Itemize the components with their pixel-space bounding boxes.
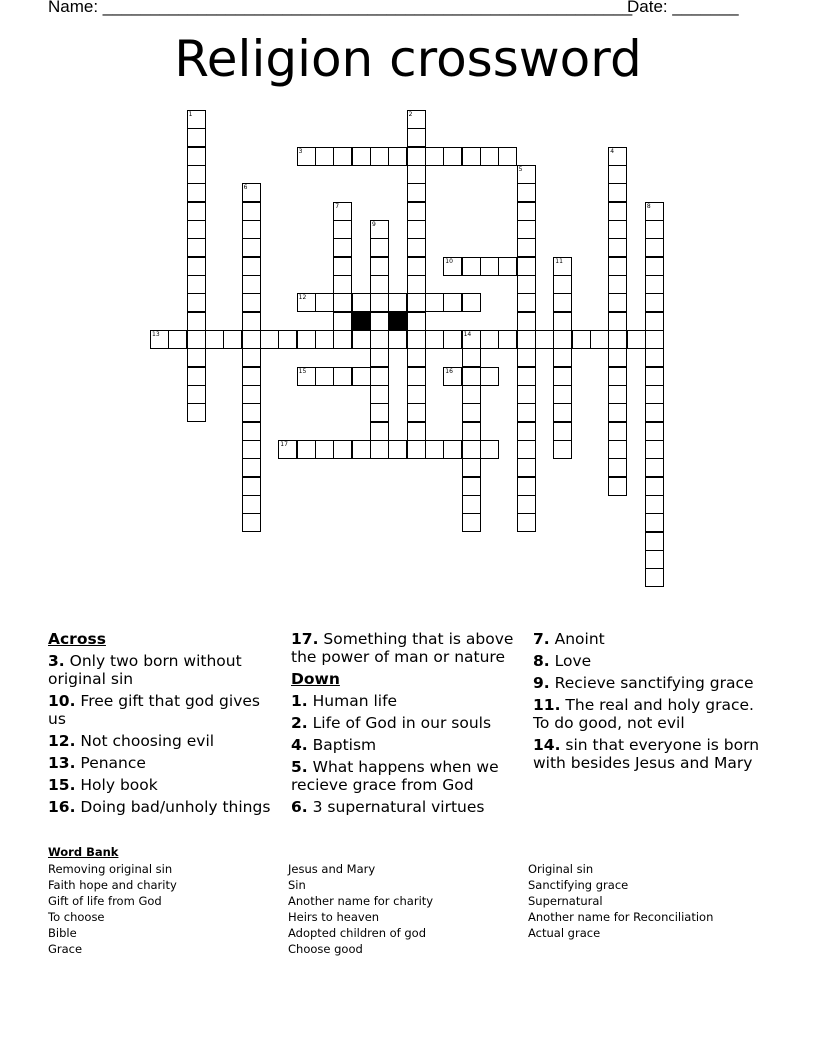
- grid-cell[interactable]: [462, 147, 481, 166]
- clue-down-11: 11. The real and holy grace. To do good, not evil: [533, 696, 754, 732]
- grid-cell[interactable]: [407, 385, 426, 404]
- grid-cell[interactable]: [315, 367, 334, 386]
- across-heading: Across: [48, 630, 106, 648]
- grid-cell[interactable]: [352, 293, 371, 312]
- grid-cell[interactable]: [242, 202, 261, 221]
- grid-cell[interactable]: [645, 550, 664, 569]
- grid-cell[interactable]: [187, 385, 206, 404]
- grid-cell[interactable]: [187, 257, 206, 276]
- word-bank-item: Adopted children of god: [288, 926, 427, 940]
- grid-cell[interactable]: [407, 403, 426, 422]
- grid-cell[interactable]: [553, 440, 572, 459]
- grid-cell[interactable]: [187, 330, 206, 349]
- grid-cell[interactable]: [462, 458, 481, 477]
- clue-number: 15: [298, 367, 307, 375]
- word-bank-item: Bible: [48, 926, 77, 940]
- clue-number: 2: [408, 111, 413, 118]
- word-bank-column-1: [48, 861, 177, 957]
- grid-cell[interactable]: [553, 293, 572, 312]
- grid-cell[interactable]: [333, 238, 352, 257]
- word-bank-item: Choose good: [288, 942, 363, 956]
- clue-down-2: 2. Life of God in our souls: [291, 714, 492, 732]
- grid-cell[interactable]: [480, 257, 499, 276]
- word-bank-item: Removing original sin: [48, 862, 173, 876]
- grid-cell[interactable]: [645, 477, 664, 496]
- clue-number: 13: [152, 330, 160, 338]
- grid-cell[interactable]: [517, 367, 536, 386]
- grid-cell[interactable]: [370, 238, 389, 257]
- clues-column-2: [291, 630, 521, 820]
- clue-down-4: 4. Baptism: [291, 736, 377, 754]
- grid-cell[interactable]: [517, 513, 536, 532]
- grid-cell[interactable]: [608, 202, 627, 221]
- grid-cell[interactable]: [425, 147, 444, 166]
- grid-cell[interactable]: [517, 293, 536, 312]
- grid-cell[interactable]: [370, 348, 389, 367]
- grid-cell[interactable]: [278, 330, 297, 349]
- grid-cell[interactable]: [370, 330, 389, 349]
- clue-across-17: 17. Something that is above the power of man or nature: [291, 630, 514, 666]
- grid-cell[interactable]: [187, 312, 206, 331]
- grid-cell[interactable]: [407, 330, 426, 349]
- grid-cell[interactable]: [645, 312, 664, 331]
- grid-cell[interactable]: [187, 183, 206, 202]
- grid-cell[interactable]: [315, 147, 334, 166]
- grid-cell[interactable]: [645, 403, 664, 422]
- word-bank-item: Actual grace: [528, 926, 601, 940]
- grid-cell[interactable]: [370, 385, 389, 404]
- word-bank-item: Another name for charity: [288, 894, 434, 908]
- grid-cell[interactable]: [187, 348, 206, 367]
- grid-cell[interactable]: [407, 202, 426, 221]
- grid-cell[interactable]: [645, 238, 664, 257]
- clue-down-1: 1. Human life: [291, 692, 398, 710]
- grid-cell[interactable]: [480, 330, 499, 349]
- grid-cell[interactable]: [443, 440, 462, 459]
- grid-cell[interactable]: [645, 568, 664, 587]
- grid-cell[interactable]: [645, 348, 664, 367]
- grid-cell[interactable]: [645, 422, 664, 441]
- grid-cell[interactable]: [608, 165, 627, 184]
- grid-cell[interactable]: [370, 422, 389, 441]
- grid-cell[interactable]: [608, 403, 627, 422]
- clue-number: 9: [371, 220, 376, 228]
- grid-cell[interactable]: [517, 202, 536, 221]
- grid-cell[interactable]: [645, 293, 664, 312]
- grid-cell[interactable]: [333, 220, 352, 239]
- grid-cell[interactable]: [553, 385, 572, 404]
- word-bank-column-2: [288, 861, 433, 957]
- grid-cell[interactable]: [517, 257, 536, 276]
- grid-cell[interactable]: [242, 495, 261, 514]
- grid-cell[interactable]: [168, 330, 187, 349]
- clue-down-9: 9. Recieve sanctifying grace: [533, 674, 754, 692]
- grid-cell[interactable]: [370, 147, 389, 166]
- grid-cell[interactable]: [407, 128, 426, 147]
- grid-cell[interactable]: [517, 495, 536, 514]
- grid-cell[interactable]: [242, 422, 261, 441]
- grid-cell[interactable]: [517, 458, 536, 477]
- grid-cell[interactable]: [242, 330, 261, 349]
- grid-cell[interactable]: [407, 348, 426, 367]
- grid-cell[interactable]: [242, 477, 261, 496]
- grid-cell[interactable]: [407, 147, 426, 166]
- grid-cell[interactable]: [608, 330, 627, 349]
- grid-cell[interactable]: [370, 403, 389, 422]
- clue-down-8: 8. Love: [533, 652, 592, 670]
- grid-cell[interactable]: [352, 330, 371, 349]
- grid-cell[interactable]: [407, 312, 426, 331]
- grid-cell[interactable]: [242, 220, 261, 239]
- clue-across-16: 16. Doing bad/unholy things: [48, 798, 271, 816]
- grid-cell[interactable]: [370, 440, 389, 459]
- grid-cell[interactable]: [407, 440, 426, 459]
- clue-across-12: 12. Not choosing evil: [48, 732, 215, 750]
- clue-down-7: 7. Anoint: [533, 630, 605, 648]
- grid-cell[interactable]: [242, 385, 261, 404]
- grid-cell[interactable]: [645, 385, 664, 404]
- grid-cell[interactable]: [187, 147, 206, 166]
- grid-cell[interactable]: [553, 367, 572, 386]
- grid-cell[interactable]: [645, 330, 664, 349]
- clue-number: 7: [335, 202, 340, 210]
- word-bank-item: Sanctifying grace: [528, 878, 629, 892]
- grid-cell[interactable]: [443, 293, 462, 312]
- grid-cell[interactable]: [517, 348, 536, 367]
- grid-cell[interactable]: [407, 275, 426, 294]
- grid-cell[interactable]: [242, 458, 261, 477]
- clue-number: 5: [518, 165, 523, 173]
- grid-cell[interactable]: [187, 275, 206, 294]
- clue-across-15: 15. Holy book: [48, 776, 158, 794]
- grid-cell[interactable]: [370, 257, 389, 276]
- grid-cell[interactable]: [352, 147, 371, 166]
- grid-cell[interactable]: [407, 220, 426, 239]
- grid-cell[interactable]: [352, 367, 371, 386]
- grid-cell[interactable]: [462, 348, 481, 367]
- grid-cell[interactable]: [553, 275, 572, 294]
- grid-cell[interactable]: [333, 257, 352, 276]
- grid-cell[interactable]: [517, 330, 536, 349]
- word-bank-item: Sin: [288, 878, 306, 892]
- grid-cell[interactable]: [608, 275, 627, 294]
- word-bank-column-3: [528, 861, 713, 941]
- grid-cell[interactable]: [553, 348, 572, 367]
- grid-cell[interactable]: [608, 312, 627, 331]
- grid-cell[interactable]: [645, 257, 664, 276]
- grid-cell[interactable]: [645, 367, 664, 386]
- grid-cell[interactable]: [480, 367, 499, 386]
- grid-cell[interactable]: [242, 348, 261, 367]
- grid-cell[interactable]: [242, 238, 261, 257]
- word-bank-item: To choose: [48, 910, 105, 924]
- grid-cell[interactable]: [535, 330, 554, 349]
- clue-number: 8: [646, 202, 651, 210]
- grid-cell[interactable]: [608, 220, 627, 239]
- grid-cell[interactable]: [608, 257, 627, 276]
- grid-cell[interactable]: [242, 440, 261, 459]
- clue-number: 11: [555, 257, 563, 265]
- clues-column-3: [533, 630, 768, 776]
- down-heading: Down: [291, 670, 340, 688]
- grid-cell[interactable]: [315, 440, 334, 459]
- grid-cell[interactable]: [242, 275, 261, 294]
- grid-cell[interactable]: [517, 183, 536, 202]
- grid-cell[interactable]: [352, 440, 371, 459]
- grid-cell[interactable]: [242, 312, 261, 331]
- grid-cell[interactable]: [187, 293, 206, 312]
- clue-number: 16: [445, 367, 453, 375]
- grid-cell[interactable]: [608, 422, 627, 441]
- blocked-cell: [352, 312, 371, 331]
- grid-cell[interactable]: [333, 275, 352, 294]
- grid-cell[interactable]: [388, 440, 407, 459]
- grid-cell[interactable]: [590, 330, 609, 349]
- grid-cell[interactable]: [333, 440, 352, 459]
- grid-cell[interactable]: [498, 257, 517, 276]
- grid-cell[interactable]: [333, 147, 352, 166]
- grid-cell[interactable]: [297, 440, 316, 459]
- grid-cell[interactable]: [242, 513, 261, 532]
- clue-number: 4: [610, 147, 615, 155]
- grid-cell[interactable]: [462, 513, 481, 532]
- grid-cell[interactable]: [608, 348, 627, 367]
- grid-cell[interactable]: [407, 183, 426, 202]
- grid-cell[interactable]: [333, 367, 352, 386]
- word-bank-item: Original sin: [528, 862, 594, 876]
- grid-cell[interactable]: [608, 385, 627, 404]
- grid-cell[interactable]: [608, 458, 627, 477]
- grid-cell[interactable]: [462, 385, 481, 404]
- grid-cell[interactable]: [608, 367, 627, 386]
- grid-cell[interactable]: [517, 312, 536, 331]
- word-bank-item: Grace: [48, 942, 83, 956]
- clue-number: 6: [243, 184, 248, 192]
- grid-cell[interactable]: [315, 330, 334, 349]
- grid-cell[interactable]: [645, 440, 664, 459]
- grid-cell[interactable]: [517, 477, 536, 496]
- grid-cell[interactable]: [407, 257, 426, 276]
- grid-cell[interactable]: [462, 477, 481, 496]
- grid-cell[interactable]: [608, 293, 627, 312]
- clue-down-6: 6. 3 supernatural virtues: [291, 798, 485, 816]
- word-bank-heading: Word Bank: [48, 845, 119, 859]
- grid-cell[interactable]: [425, 293, 444, 312]
- blocked-cell: [388, 312, 407, 331]
- grid-cell[interactable]: [242, 367, 261, 386]
- grid-cell[interactable]: [608, 183, 627, 202]
- grid-cell[interactable]: [187, 367, 206, 386]
- grid-cell[interactable]: [462, 403, 481, 422]
- grid-cell[interactable]: [645, 458, 664, 477]
- grid-cell[interactable]: [517, 403, 536, 422]
- grid-cell[interactable]: [645, 495, 664, 514]
- clue-number: 1: [188, 111, 193, 118]
- grid-cell[interactable]: [297, 330, 316, 349]
- grid-cell[interactable]: [315, 293, 334, 312]
- grid-cell[interactable]: [388, 293, 407, 312]
- grid-cell[interactable]: [187, 165, 206, 184]
- grid-cell[interactable]: [645, 275, 664, 294]
- name-line[interactable]: Name: ________________________________________________________: [48, 0, 633, 16]
- grid-cell[interactable]: [370, 312, 389, 331]
- clue-across-13: 13. Penance: [48, 754, 146, 772]
- grid-cell[interactable]: [370, 293, 389, 312]
- grid-cell[interactable]: [645, 513, 664, 532]
- grid-cell[interactable]: [333, 293, 352, 312]
- grid-cell[interactable]: [187, 202, 206, 221]
- grid-cell[interactable]: [187, 220, 206, 239]
- grid-cell[interactable]: [187, 403, 206, 422]
- grid-cell[interactable]: [480, 147, 499, 166]
- grid-cell[interactable]: [462, 367, 481, 386]
- grid-cell[interactable]: [608, 238, 627, 257]
- grid-cell[interactable]: [645, 220, 664, 239]
- grid-cell[interactable]: [370, 275, 389, 294]
- clue-across-3: 3. Only two born without original sin: [48, 652, 242, 688]
- grid-cell[interactable]: [517, 220, 536, 239]
- grid-cell[interactable]: [553, 312, 572, 331]
- grid-cell[interactable]: [407, 238, 426, 257]
- grid-cell[interactable]: [517, 385, 536, 404]
- grid-cell[interactable]: [388, 147, 407, 166]
- grid-cell[interactable]: [443, 147, 462, 166]
- clue-number: 14: [463, 330, 472, 338]
- grid-cell[interactable]: [407, 422, 426, 441]
- grid-cell[interactable]: [498, 330, 517, 349]
- grid-cell[interactable]: [425, 330, 444, 349]
- grid-cell[interactable]: [223, 330, 242, 349]
- clue-number: 3: [298, 147, 303, 155]
- grid-cell[interactable]: [517, 422, 536, 441]
- grid-cell[interactable]: [242, 403, 261, 422]
- grid-cell[interactable]: [553, 330, 572, 349]
- date-line[interactable]: Date: _______: [627, 0, 739, 16]
- grid-cell[interactable]: [462, 257, 481, 276]
- grid-cell[interactable]: [333, 312, 352, 331]
- grid-cell[interactable]: [553, 403, 572, 422]
- grid-cell[interactable]: [407, 165, 426, 184]
- grid-cell[interactable]: [443, 330, 462, 349]
- clue-across-10: 10. Free gift that god gives us: [48, 692, 260, 728]
- word-bank-item: Supernatural: [528, 894, 603, 908]
- grid-cell[interactable]: [480, 440, 499, 459]
- grid-cell[interactable]: [517, 440, 536, 459]
- grid-cell[interactable]: [388, 330, 407, 349]
- grid-cell[interactable]: [260, 330, 279, 349]
- grid-cell[interactable]: [242, 257, 261, 276]
- grid-cell[interactable]: [333, 330, 352, 349]
- word-bank-item: Jesus and Mary: [288, 862, 376, 876]
- grid-cell[interactable]: [187, 238, 206, 257]
- grid-cell[interactable]: [425, 440, 444, 459]
- grid-cell[interactable]: [608, 477, 627, 496]
- grid-cell[interactable]: [242, 293, 261, 312]
- grid-cell[interactable]: [205, 330, 224, 349]
- clues-column-1: [48, 630, 278, 820]
- grid-cell[interactable]: [370, 367, 389, 386]
- page-title: Religion crossword: [174, 30, 642, 88]
- word-bank-item: Faith hope and charity: [48, 878, 177, 892]
- word-bank-item: Another name for Reconciliation: [528, 910, 714, 924]
- clue-down-5: 5. What happens when we recieve grace from God: [291, 758, 499, 794]
- grid-cell[interactable]: [572, 330, 591, 349]
- clue-number: 10: [445, 257, 453, 265]
- grid-cell[interactable]: [462, 440, 481, 459]
- grid-cell[interactable]: [407, 367, 426, 386]
- clue-number: 12: [298, 294, 307, 302]
- grid-cell[interactable]: [462, 293, 481, 312]
- grid-cell[interactable]: [462, 422, 481, 441]
- grid-cell[interactable]: [627, 330, 646, 349]
- grid-cell[interactable]: [187, 128, 206, 147]
- grid-cell[interactable]: [517, 275, 536, 294]
- grid-cell[interactable]: [553, 422, 572, 441]
- grid-cell[interactable]: [517, 238, 536, 257]
- clue-number: 17: [280, 440, 288, 448]
- grid-cell[interactable]: [608, 440, 627, 459]
- clue-down-14: 14. sin that everyone is born with besides Jesus and Mary: [533, 736, 760, 772]
- grid-cell[interactable]: [407, 293, 426, 312]
- grid-cell[interactable]: [462, 495, 481, 514]
- grid-cell[interactable]: [498, 147, 517, 166]
- word-bank-item: Heirs to heaven: [288, 910, 380, 924]
- grid-cell[interactable]: [645, 532, 664, 551]
- word-bank-item: Gift of life from God: [48, 894, 162, 908]
